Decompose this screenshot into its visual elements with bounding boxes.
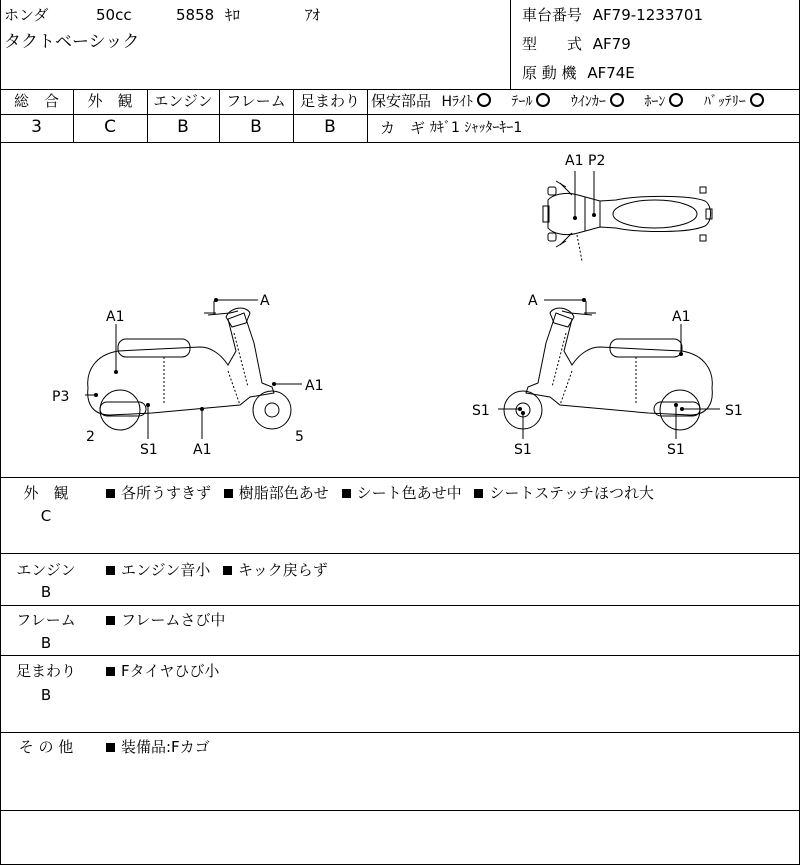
- ok-circle-icon: [610, 93, 624, 107]
- model-type: [522, 35, 631, 53]
- line: [0, 114, 367, 115]
- safety-item-label: ﾃｰﾙ: [511, 94, 533, 110]
- bullet-square-icon: [106, 566, 115, 575]
- bullet-square-icon: [223, 566, 232, 575]
- bullet-square-icon: [474, 489, 483, 498]
- detail-frame-items: [106, 611, 233, 629]
- detail-suspension-label: 足まわり: [15, 662, 76, 680]
- label-left-a1-seat: A1: [106, 309, 125, 325]
- detail-engine-items: [106, 561, 336, 579]
- maker: ホンダ: [4, 6, 49, 24]
- line: [0, 810, 800, 811]
- line: [0, 553, 800, 554]
- type-value: AF79: [592, 35, 631, 53]
- line: [367, 114, 800, 115]
- displacement: 50cc: [96, 6, 132, 24]
- chassis-number: [522, 6, 703, 24]
- mileage: [176, 6, 240, 24]
- label-left-s1: S1: [140, 442, 158, 458]
- detail-engine-label: エンジン: [16, 561, 76, 579]
- color: ｱｵ: [305, 6, 321, 24]
- label-left-a-handle: A: [260, 293, 270, 309]
- overall-label: 総 合: [13, 92, 59, 110]
- ok-circle-icon: [477, 93, 491, 107]
- leader-lines: [85, 171, 720, 439]
- list-item: キック戻らず: [223, 561, 328, 579]
- bullet-square-icon: [106, 616, 115, 625]
- bullet-square-icon: [106, 743, 115, 752]
- safety-item-label: ﾎｰﾝ: [644, 94, 666, 110]
- detail-exterior-grade: C: [40, 507, 52, 525]
- safety-item-label: ｳｲﾝｶｰ: [570, 94, 606, 110]
- engine-model: [522, 64, 635, 82]
- key-value: ｶｷﾞ1 ｼｬｯﾀｰｷｰ1: [430, 120, 523, 136]
- mileage-unit: ｷﾛ: [224, 6, 240, 24]
- detail-frame-label: フレーム: [16, 611, 76, 629]
- mileage-value: 5858: [176, 6, 215, 24]
- line: [0, 605, 800, 606]
- suspension-grade-label: 足まわり: [299, 92, 360, 110]
- safety-item-winker: [571, 93, 624, 111]
- label-top-p2: P2: [588, 153, 606, 169]
- list-item: 樹脂部色あせ: [224, 484, 329, 502]
- engine-grade-label: エンジン: [153, 92, 213, 110]
- safety-item-headlight: [441, 93, 491, 111]
- bullet-square-icon: [342, 489, 351, 498]
- label-right-s1-front-bottom: S1: [514, 442, 532, 458]
- label-right-a1-seat: A1: [672, 309, 691, 325]
- safety-item-battery: [704, 93, 764, 111]
- engine-model-value: AF74E: [587, 64, 635, 82]
- detail-exterior-label: 外 観: [23, 484, 69, 502]
- safety-label: 保安部品: [371, 92, 432, 110]
- label-top-a1: A1: [565, 153, 584, 169]
- safety-item-label: ﾊﾞｯﾃﾘｰ: [703, 94, 746, 110]
- overall-value: 3: [31, 117, 42, 137]
- list-item: フレームさび中: [106, 611, 225, 629]
- chassis-value: AF79-1233701: [592, 6, 703, 24]
- label-left-a1-front: A1: [305, 378, 324, 394]
- model-name: タクトベーシック: [4, 32, 140, 52]
- line: [367, 89, 368, 142]
- bullet-square-icon: [106, 489, 115, 498]
- safety-item-horn: [644, 93, 683, 111]
- type-label: 型 式: [522, 35, 583, 53]
- safety-parts: [371, 92, 764, 111]
- suspension-grade-value: B: [324, 117, 336, 137]
- label-left-a1-floor: A1: [193, 442, 212, 458]
- list-item: Fタイヤひび小: [106, 662, 219, 680]
- line: [0, 655, 800, 656]
- engine-model-label: 原 動 機: [522, 64, 577, 82]
- label-right-s1-rear-bottom: S1: [667, 442, 685, 458]
- exterior-value: C: [104, 117, 116, 137]
- top-view-scooter: [543, 181, 712, 261]
- list-item: 装備品:Fカゴ: [106, 738, 210, 756]
- frame-grade-label: フレーム: [226, 92, 286, 110]
- label-right-s1-front: S1: [472, 403, 490, 419]
- safety-item-label: Hﾗｲﾄ: [441, 94, 473, 110]
- bullet-square-icon: [224, 489, 233, 498]
- chassis-label: 車台番号: [522, 6, 583, 24]
- exterior-label: 外 観: [87, 92, 133, 110]
- engine-grade-value: B: [177, 117, 189, 137]
- key-label: カ ギ: [380, 119, 426, 137]
- label-right-s1-rear: S1: [725, 403, 743, 419]
- bullet-square-icon: [106, 667, 115, 676]
- ok-circle-icon: [669, 93, 683, 107]
- safety-item-tail: [511, 93, 550, 111]
- list-item: エンジン音小: [106, 561, 210, 579]
- detail-engine-grade: B: [40, 583, 52, 601]
- header-divider: [510, 0, 511, 89]
- frame-grade-value: B: [250, 117, 262, 137]
- ok-circle-icon: [750, 93, 764, 107]
- detail-other-label: そ の 他: [18, 738, 74, 756]
- detail-suspension-items: [106, 662, 227, 680]
- line: [0, 89, 800, 90]
- line: [0, 477, 800, 478]
- list-item: シートステッチほつれ大: [474, 484, 654, 502]
- label-left-5: 5: [295, 429, 304, 445]
- detail-suspension-grade: B: [40, 686, 52, 704]
- label-left-2: 2: [86, 429, 95, 445]
- detail-other-items: [106, 738, 218, 756]
- list-item: 各所うすきず: [106, 484, 211, 502]
- detail-exterior-items: [106, 484, 662, 502]
- list-item: シート色あせ中: [342, 484, 462, 502]
- detail-frame-grade: B: [40, 634, 52, 652]
- ok-circle-icon: [536, 93, 550, 107]
- line: [0, 732, 800, 733]
- label-right-a-handle: A: [528, 293, 538, 309]
- damage-points: [94, 213, 684, 415]
- damage-diagram: [0, 143, 800, 477]
- label-left-p3: P3: [52, 389, 70, 405]
